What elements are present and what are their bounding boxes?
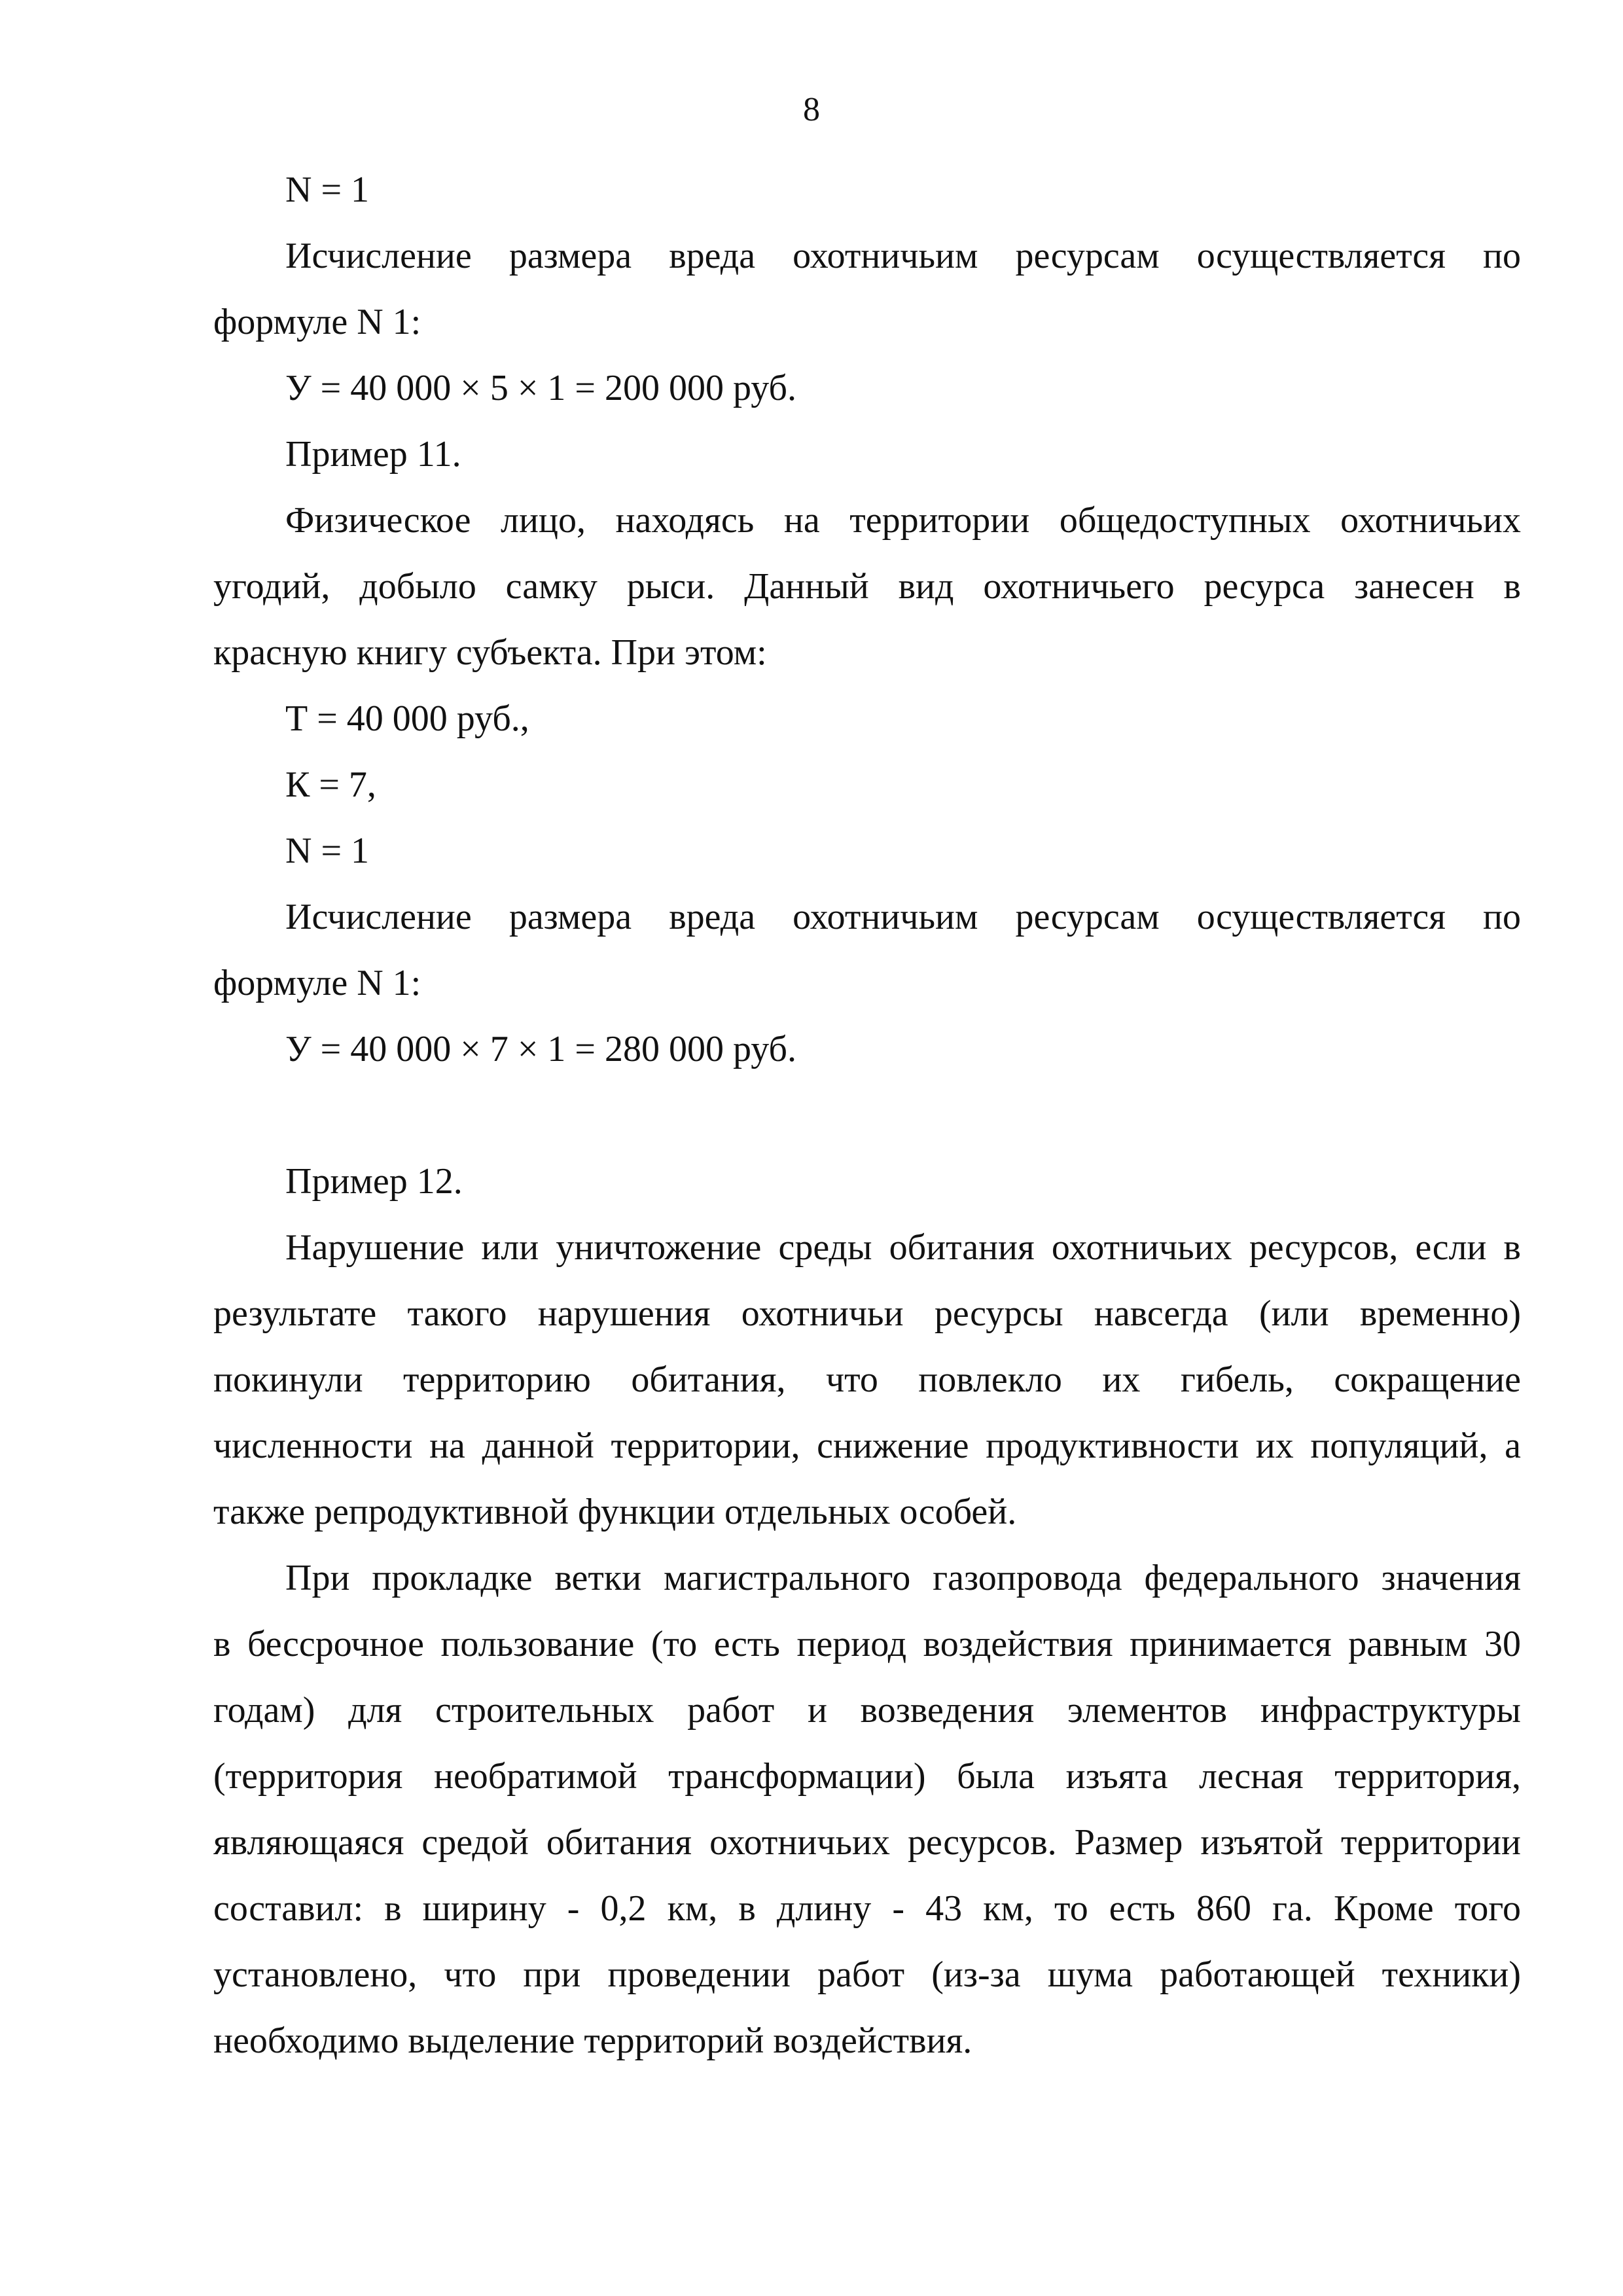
- paragraph-line: в бессрочное пользование (то есть период воздействия принимается равным 30: [213, 1624, 1521, 1664]
- formula-k: К = 7,: [285, 764, 376, 805]
- formula-n: N = 1: [285, 831, 370, 871]
- paragraph-line: необходимо выделение территорий воздействия.: [213, 2020, 972, 2061]
- paragraph-calculation-1: [213, 223, 1521, 355]
- paragraph-example-11: [213, 488, 1521, 686]
- paragraph-line: покинули территорию обитания, что повлекло их гибель, сокращение: [213, 1359, 1521, 1400]
- paragraph-pipeline: [213, 1545, 1521, 2074]
- paragraph-line: При прокладке ветки магистрального газопровода федерального значения: [285, 1558, 1521, 1598]
- example-heading-12: Пример 12.: [285, 1161, 463, 1202]
- formula-result-1: У = 40 000 × 5 × 1 = 200 000 руб.: [285, 368, 796, 408]
- paragraph-line: составил: в ширину - 0,2 км, в длину - 43 км, то есть 860 га. Кроме того: [213, 1888, 1521, 1929]
- paragraph-line: годам) для строительных работ и возведения элементов инфраструктуры: [213, 1690, 1521, 1731]
- paragraph-line: формуле N 1:: [213, 963, 421, 1003]
- paragraph-line: красную книгу субъекта. При этом:: [213, 632, 767, 673]
- page-number: 8: [803, 91, 820, 128]
- paragraph-calculation-2: [213, 884, 1521, 1016]
- paragraph-line: формуле N 1:: [213, 302, 421, 342]
- formula-t: Т = 40 000 руб.,: [285, 698, 529, 739]
- paragraph-line: Нарушение или уничтожение среды обитания охотничьих ресурсов, если в: [285, 1227, 1521, 1268]
- paragraph-line: Исчисление размера вреда охотничьим ресурсам осуществляется по: [285, 236, 1521, 276]
- paragraph-line: численности на данной территории, снижение продуктивности их популяций, а: [213, 1426, 1521, 1466]
- paragraph-line: (территория необратимой трансформации) была изъята лесная территория,: [213, 1756, 1521, 1797]
- paragraph-line: Физическое лицо, находясь на территории общедоступных охотничьих: [285, 500, 1521, 541]
- paragraph-line: также репродуктивной функции отдельных особей.: [213, 1492, 1017, 1532]
- paragraph-line: установлено, что при проведении работ (из-за шума работающей техники): [213, 1954, 1521, 1995]
- paragraph-line: угодий, добыло самку рыси. Данный вид охотничьего ресурса занесен в: [213, 566, 1521, 607]
- paragraph-example-12: [213, 1215, 1521, 1545]
- paragraph-line: являющаяся средой обитания охотничьих ресурсов. Размер изъятой территории: [213, 1822, 1521, 1863]
- blank-spacer: [213, 1083, 1521, 1149]
- example-heading-11: Пример 11.: [285, 434, 461, 475]
- document-body: [213, 157, 1521, 2074]
- paragraph-line: Исчисление размера вреда охотничьим ресурсам осуществляется по: [285, 897, 1521, 937]
- formula-result-2: У = 40 000 × 7 × 1 = 280 000 руб.: [285, 1029, 796, 1069]
- paragraph-line: результате такого нарушения охотничьи ресурсы навсегда (или временно): [213, 1293, 1521, 1334]
- formula-n: N = 1: [285, 170, 370, 210]
